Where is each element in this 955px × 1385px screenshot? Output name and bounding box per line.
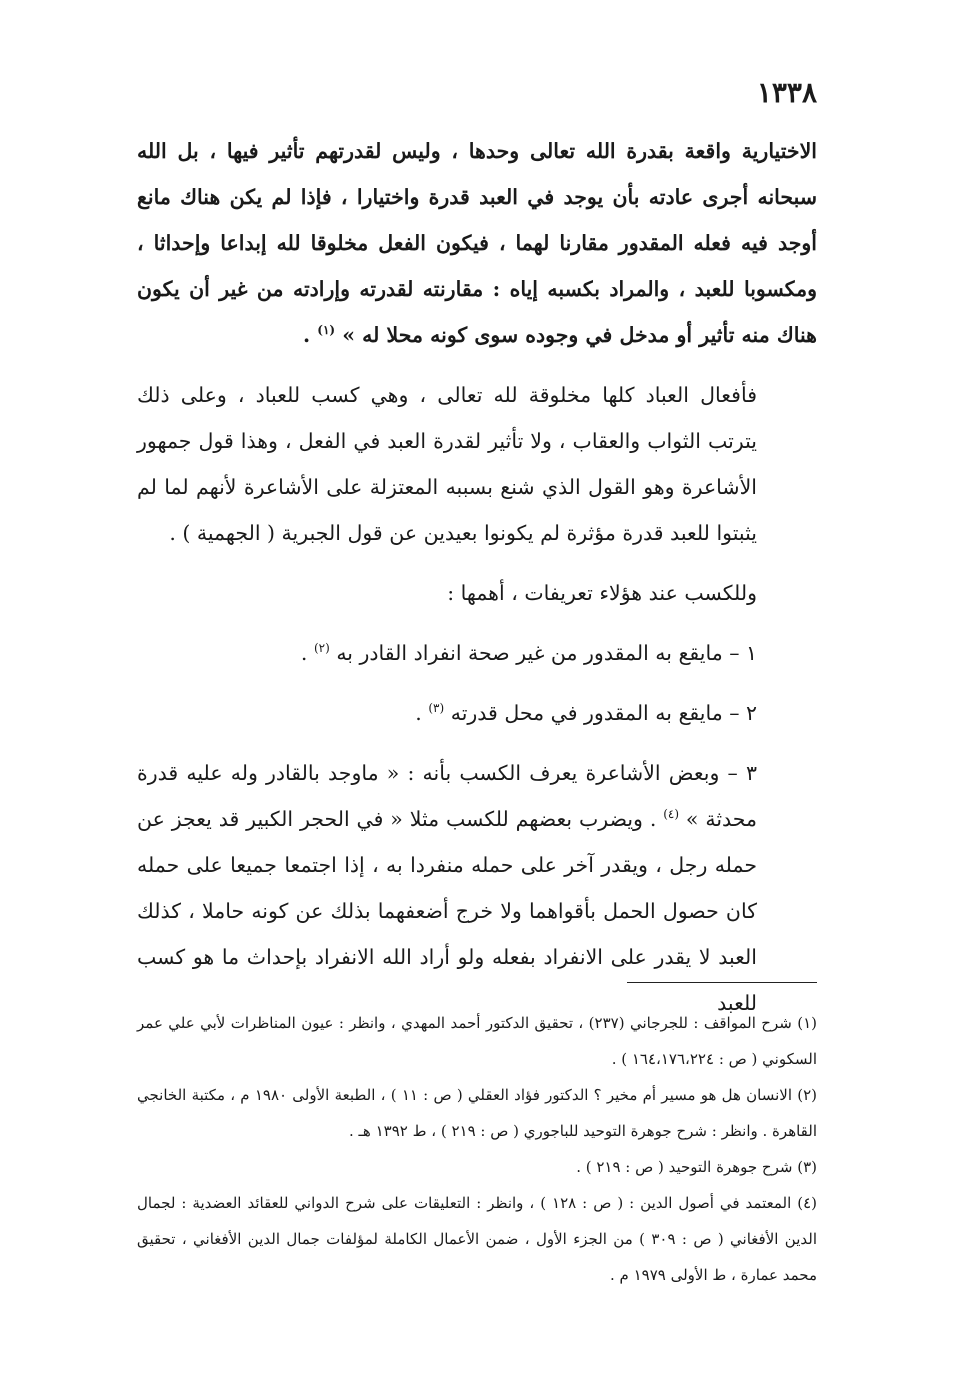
paragraph-1 — [137, 128, 817, 358]
paragraph-2: فأفعال العباد كلها مخلوقة لله تعالى ، وهي كسب للعباد ، وعلى ذلك يترتب الثواب والعقاب ، ولا تأثير لقدرة العبد في الفعل ، وهذا قول جمهور الأشاعرة وهو القول الذي شنع بسببه المعتزلة على الأشاعرة لأنهم لما لم يثبتوا للعبد قدرة مؤثرة لم يكونوا بعيدين عن قول الجبرية ( الجهمية ) . — [137, 383, 757, 545]
page-number: ١٣٣٨ — [756, 76, 817, 109]
paragraph-4-text: ٣ – وبعض الأشاعرة يعرف الكسب بأنه : « ماوجد بالقادر وله عليه قدرة محدثة » — [137, 761, 757, 831]
main-text — [137, 128, 817, 1026]
trailing-dot: . — [300, 641, 308, 665]
paragraph-4 — [137, 750, 817, 1026]
paragraph-1-text: الاختيارية واقعة بقدرة الله تعالى وحدها ، وليس لقدرتهم تأثير فيها ، بل الله سبحانه أجرى عادته بأن يوجد في العبد قدرة واختيارا ، فإذا لم يكن هناك مانع أوجد فيه فعله المقدور مقارنا لهما ، فيكون الفعل مخلوقا لله إبداعا وإحداثا ، ومكسوبا للعبد ، والمراد بكسبه إياه : مقارنته لقدرته وإرادته من غير أن يكون هناك منه تأثير أو مدخل في وجوده سوى كونه محلا له » — [137, 139, 817, 347]
footnote-2: (٢) الانسان هل هو مسير أم مخير ؟ الدكتور فؤاد العقلي ( ص : ١١ ) ، الطبعة الأولى ١٩٨٠ م ، مكتبة الخانجي القاهرة . وانظر : شرح جوهرة التوحيد للباجوري ( ص : ٢١٩ ) ، ط ١٣٩٢ هـ . — [137, 1086, 818, 1140]
trailing-dot: . — [415, 701, 422, 725]
list-item-1 — [137, 630, 817, 676]
footnote-separator — [627, 982, 817, 983]
footnote-4: (٤) المعتمد في أصول الدين : ( ص : ١٢٨ ) ، وانظر : التعليقات على شرح الدواني للعقائد العضدية : لجمال الدين الأفغاني ( ص : ٣٠٩ ) من الجزء الأول ، ضمن الأعمال الكاملة لمؤلفات جمال الدين الأفغاني ، تحقيق محمد عمارة ، ط الأولى ١٩٧٩ م . — [137, 1194, 817, 1284]
note-mark-4: (٤) — [663, 807, 680, 822]
footnotes — [137, 1005, 817, 1293]
note-mark-2: (٢) — [313, 641, 330, 656]
paragraph-3: وللكسب عند هؤلاء تعريفات ، أهمها : — [447, 581, 757, 605]
list-item-1-text: ١ – مايقع به المقدور من غير صحة انفراد القادر به — [329, 641, 757, 665]
footnote-3: (٣) شرح جوهرة التوحيد ( ص : ٢١٩ ) . — [576, 1158, 817, 1176]
note-mark-1: (١) — [317, 323, 336, 338]
list-item-2 — [137, 690, 817, 736]
footnote-1: (١) شرح المواقف : للجرجاني (٢٣٧) ، تحقيق الدكتور أحمد المهدي ، وانظر : عيون المناظرات لأبي علي عمر السكوني ( ص : ١٦٤،١٧٦،٢٢٤ ) . — [137, 1014, 818, 1068]
trailing-dot: . — [302, 323, 311, 347]
note-mark-3: (٣) — [428, 701, 445, 716]
paragraph-4-cont: . ويضرب بعضهم للكسب مثلا « في الحجر الكبير قد يعجز عن حمله رجل ، ويقدر آخر على حمله منفردا به ، إذا اجتمعا جميعا على حمله كان حصول الحمل بأقواهما ولا خرج أضعفهما بذلك عن كونه حاملا ، كذلك العبد لا يقدر على الانفراد بفعله ولو أراد الله الانفراد بإحداث ما هو كسب للعبد — [137, 807, 757, 1015]
list-item-2-text: ٢ – مايقع به المقدور في محل قدرته — [444, 701, 757, 725]
